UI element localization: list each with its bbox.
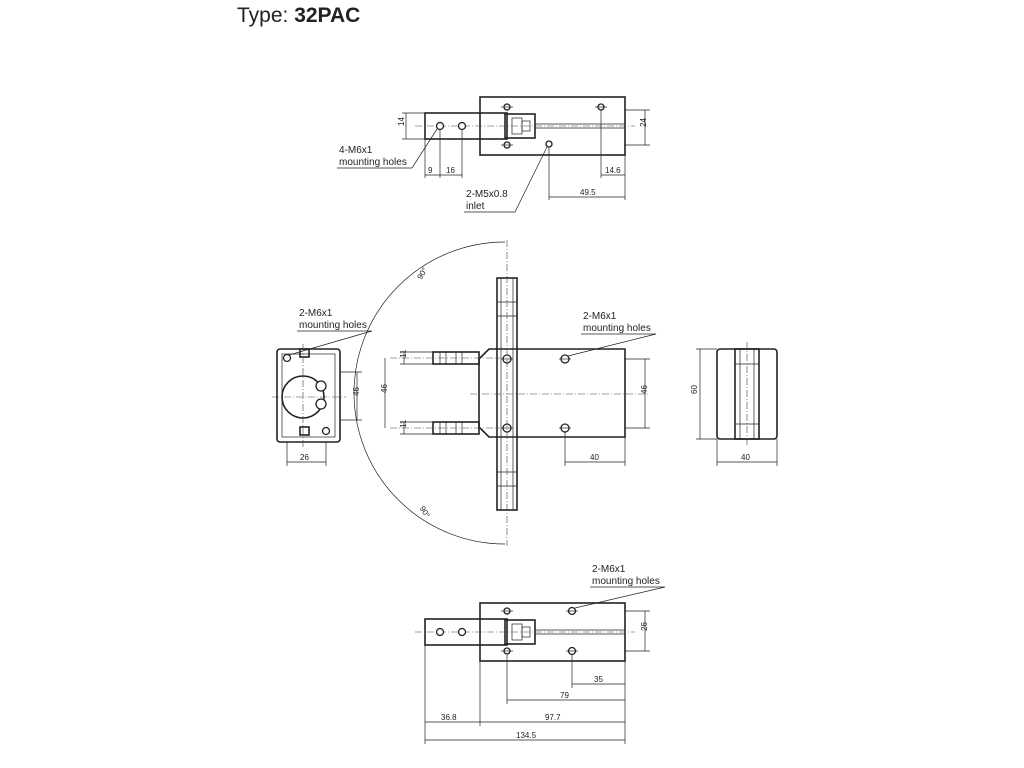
dim-14-6: 14.6 xyxy=(605,166,621,175)
dim-40-front: 40 xyxy=(590,453,599,462)
left-mount-hole xyxy=(323,428,330,435)
dim-46-left-view: 46 xyxy=(352,387,361,396)
left-mount-hole xyxy=(284,355,291,362)
label-front-holes-line1: 2-M6x1 xyxy=(583,311,617,322)
top-view xyxy=(337,97,650,212)
swing-arc xyxy=(354,242,505,544)
dim-79: 79 xyxy=(560,691,569,700)
label-bottom-holes-line1: 2-M6x1 xyxy=(592,564,626,575)
label-inlet-line1: 2-M5x0.8 xyxy=(466,189,508,200)
dim-97-7: 97.7 xyxy=(545,713,561,722)
front-view xyxy=(354,240,656,546)
dim-46-front-right: 46 xyxy=(640,385,649,394)
label-left-holes-line1: 2-M6x1 xyxy=(299,308,333,319)
dim-36-8: 36.8 xyxy=(441,713,457,722)
label-inlet-line2: inlet xyxy=(466,201,485,212)
dim-46-front-left: 46 xyxy=(380,384,389,393)
dim-14: 14 xyxy=(397,117,406,126)
bottom-view xyxy=(415,564,665,744)
top-inlet-hole xyxy=(546,141,552,147)
label-4-m6-line1: 4-M6x1 xyxy=(339,145,373,156)
dim-11-bottom: 11 xyxy=(399,419,408,428)
title-model: 32PAC xyxy=(294,4,361,27)
dim-35: 35 xyxy=(594,675,603,684)
angle-bottom: 90° xyxy=(417,504,432,520)
dim-16: 16 xyxy=(446,166,455,175)
label-left-holes-line2: mounting holes xyxy=(299,320,367,331)
label-front-holes-line2: mounting holes xyxy=(583,323,651,334)
angle-top: 90° xyxy=(415,266,430,282)
label-4-m6-line2: mounting holes xyxy=(339,157,407,168)
left-view xyxy=(272,308,372,466)
dim-40-right: 40 xyxy=(741,453,750,462)
label-bottom-holes-line2: mounting holes xyxy=(592,576,660,587)
title-prefix: Type: xyxy=(237,4,295,27)
dim-134-5: 134.5 xyxy=(516,731,537,740)
dim-26-bottom: 26 xyxy=(640,622,649,631)
dim-9: 9 xyxy=(428,166,433,175)
dim-11-top: 11 xyxy=(399,349,408,358)
dim-24: 24 xyxy=(639,118,648,127)
dim-60: 60 xyxy=(690,385,699,394)
right-view xyxy=(690,342,777,466)
top-mount-hole xyxy=(437,123,444,130)
top-mount-hole xyxy=(459,123,466,130)
dim-49-5: 49.5 xyxy=(580,188,596,197)
dim-26-left-view: 26 xyxy=(300,453,309,462)
